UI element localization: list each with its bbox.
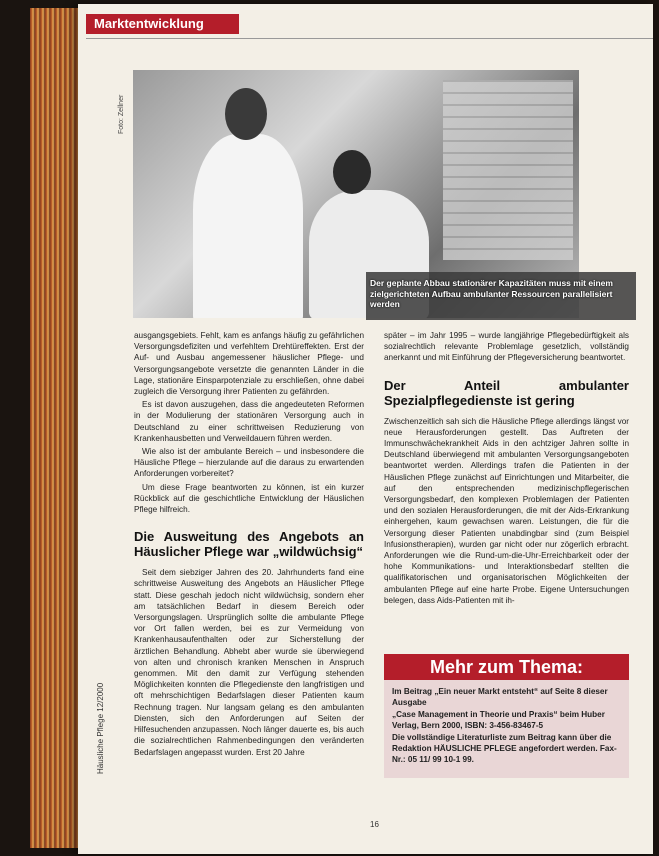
journal-side-label: Häusliche Pflege 12/2000	[96, 682, 105, 774]
paragraph: Seit dem siebziger Jahren des 20. Jahrhunderts fand eine schrittweise Ausweitung des Angebots an Häuslicher Pflege statt. Diese geschah jedoch nicht wildwüchsig, sondern eher am tatsächlichen Bedarf in diesem Bereich oder Versorgungslagen. Ursprünglich sollte die ambulante Pflege vor Ort fallen werden, bei es zur Vermeidung von Krankenhausaufenthalten oder zur Sicherstellung der ärztlichen Behandlung. Abhebt aber wurde sie überwiegend von alten und chronisch kranken Menschen in Anspruch genommen. Mit den damit zur Verfügung stehenden Möglichkeiten konnten die Pflegedienste den langfristigen und oft mehrschichtigen Bedarfslagen dieser Patienten kaum Rechnung tragen. Nur langsam gelang es den ambulanten Diensten, sich den Anforderungen auf Seiten der Hilfesuchenden anzupassen. Noch länger dauerte es, bis auch die sozialrechtlichen Rahmenbedingungen den veränderten Bedarfslagen angepasst wurden. Erst 20 Jahre	[134, 568, 364, 757]
info-box-body	[384, 680, 629, 772]
paragraph: Um diese Frage beantworten zu können, ist ein kurzer Rückblick auf die geschichtliche Entwicklung der Häuslichen Pflege hilfreich.	[134, 482, 364, 515]
standing-person-head	[225, 88, 267, 140]
header-rule	[86, 38, 653, 39]
magazine-page	[78, 4, 653, 854]
paragraph: Zwischenzeitlich sah sich die Häusliche Pflege allerdings längst vor neue Herausforderungen gestellt. Das Auftreten der Immunschwächekrankheit Aids in den achtziger Jahren sollte in Deutschland überwiegend mit ambulanten Versorgungsangeboten beantwortet werden. Allerdings trafen die Patienten in der Häuslichen Pflege zunächst auf Einrichtungen und Mitarbeiter, die auf den entsprechenden medizinischpflegerischen Versorgungsbedarf, den komplexen Problemlagen der Patienten und den sozialen Herausforderungen, die mit der Aids-Erkrankung einhergehen, kaum gewachsen waren. Leistungen, die für die Versorgung dieser Patienten unabdingbar sind (zum Beispiel Infusionstherapien), wurden gar nicht oder nur zögerlich erbracht. Anforderungen wie die Rund-um-die-Uhr-Erreichbarkeit oder der hohe Kommunikations- und Interaktionsbedarf stellten die qualifikatorischen und organisatorischen Möglichkeiten der ambulanten Pflege auf eine harte Probe. Eigene Untersuchungen belegen, dass Aids-Patienten mit ih-	[384, 416, 629, 605]
info-box-title: Mehr zum Thema:	[384, 654, 629, 680]
section-heading: Der Anteil ambulanter Spezialpflegedienste ist gering	[384, 377, 629, 408]
info-line: Im Beitrag „Ein neuer Markt entsteht“ auf Seite 8 dieser Ausgabe	[392, 687, 608, 707]
photo-caption: Der geplante Abbau stationärer Kapazitäten muss mit einem zielgerichteten Aufbau ambulanter Ressourcen parallelisiert werden	[370, 278, 613, 310]
right-column	[384, 330, 629, 608]
info-line: „Case Management in Theorie und Praxis“ beim Huber Verlag, Bern 2000, ISBN: 3-456-83467-5	[392, 710, 605, 730]
paragraph: Wie also ist der ambulante Bereich – und insbesondere die Häusliche Pflege – hierzulande auf die daraus zu erwartenden Anforderungen vorbereitet?	[134, 447, 364, 479]
photo-credit: Foto: Zellner	[118, 94, 125, 134]
paragraph: Es ist davon auszugehen, dass die angedeuteten Reformen in der Modulierung der stationären Versorgung auch in Deutschland zu einer schrittweisen Reduzierung von Krankenhausbetten und Verweildauern führen werden.	[134, 400, 364, 443]
standing-person	[193, 134, 303, 318]
section-heading: Die Ausweitung des Angebots an Häuslicher Pflege war „wildwüchsig“	[134, 529, 364, 560]
paragraph: später – im Jahr 1995 – wurde langjährige Pflegebedürftigkeit als sozialrechtlich relevante Problemlage gesetzlich, vollständig anerkannt und mit Einführung der Pflegeversicherung beantwortet.	[384, 331, 629, 363]
page-number: 16	[370, 820, 379, 829]
info-box	[384, 654, 629, 778]
section-label: Marktentwicklung	[86, 14, 239, 34]
seated-person-head	[333, 150, 371, 194]
left-column	[134, 330, 364, 760]
paragraph: ausgangsgebiets. Fehlt, kam es anfangs häufig zu gefährlichen Versorgungsdefiziten und verfehltem Drehtüreffekten. Erst der Auf- und Ausbau angemessener häuslicher Pflege- und Versorgungsangebote versetzte die genannten Länder in die Lage, stationäre Einsparpotenziale zu erschließen, ohne dabei zugleich die Versorgung ihrer Patienten zu gefährden.	[134, 331, 364, 397]
info-line: Die vollständige Literaturliste zum Beitrag kann über die Redaktion HÄUSLICHE PFLEGE angefordert werden. Fax-Nr.: 05 11/ 99 10-1 99.	[392, 733, 617, 764]
lab-equipment	[443, 80, 573, 260]
